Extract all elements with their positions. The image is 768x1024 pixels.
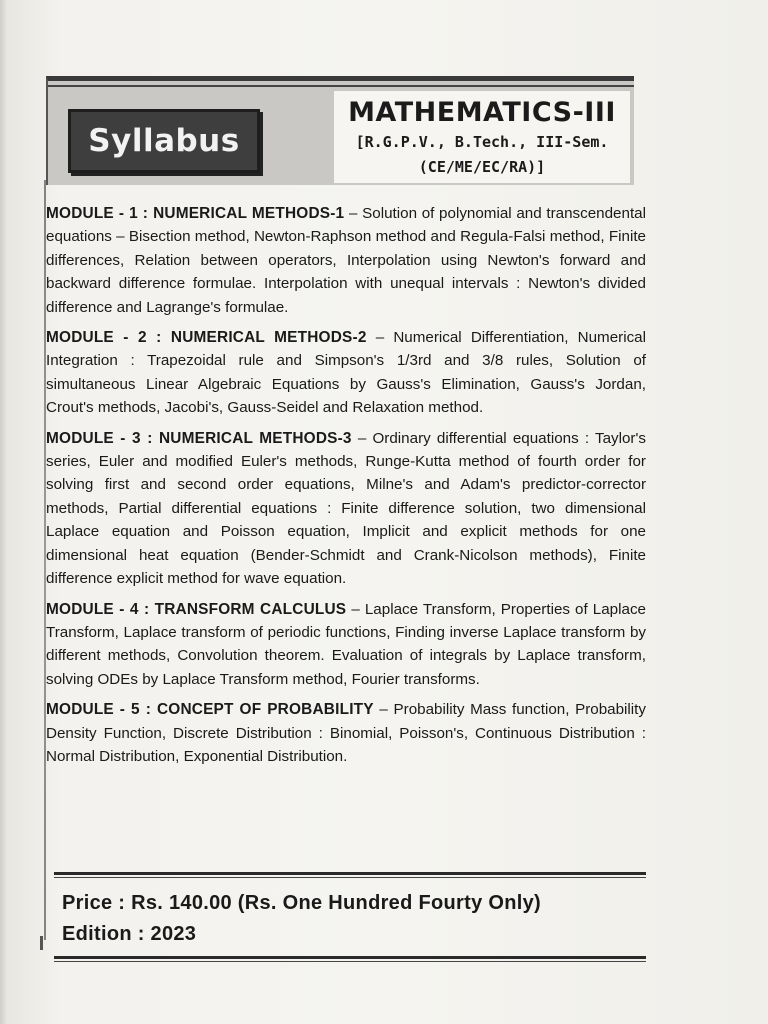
module-heading: MODULE - 1 : NUMERICAL METHODS-1 xyxy=(46,205,345,222)
syllabus-content xyxy=(46,202,646,775)
footer-bottom-rule xyxy=(54,956,646,959)
syllabus-badge-label: Syllabus xyxy=(88,123,240,159)
print-speck xyxy=(40,936,43,950)
module-2 xyxy=(46,326,646,420)
module-heading: MODULE - 5 : CONCEPT OF PROBABILITY xyxy=(46,701,374,719)
module-text: – Probability Mass function, Probability Density Function, Discrete Distribution : Binomial, Poisson's, Continuous Distribution : Normal Distribution, Exponential Distribution. xyxy=(46,701,646,765)
module-5 xyxy=(46,698,646,768)
module-text: – Laplace Transform, Properties of Laplace Transform, Laplace transform of periodic functions, Finding inverse Laplace transform by different methods, Convolution theorem. Evaluation of integrals by Laplace transform, solving ODEs by Laplace Transform method, Fourier transforms. xyxy=(46,600,646,688)
page-binding-edge xyxy=(0,0,8,1024)
header-band xyxy=(46,76,634,185)
price-line: Price : Rs. 140.00 (Rs. One Hundred Fourty Only) xyxy=(62,892,541,914)
module-heading: MODULE - 2 : NUMERICAL METHODS-2 xyxy=(46,329,367,347)
course-info-line1: [R.G.P.V., B.Tech., III-Sem. xyxy=(355,133,609,151)
module-1 xyxy=(46,202,646,319)
price-footer xyxy=(54,872,646,962)
module-4 xyxy=(46,598,646,692)
subject-title: MATHEMATICS-III xyxy=(348,97,616,128)
module-3 xyxy=(46,427,646,591)
footer-top-rule-thin xyxy=(54,877,646,878)
course-info-line2: (CE/ME/EC/RA)] xyxy=(418,158,546,176)
title-panel xyxy=(334,91,630,183)
module-text: – Solution of polynomial and transcendental equations – Bisection method, Newton-Raphson method and Regula-Falsi method, Finite differences, Relation between operators, Interpolation using Newton's forward and backward difference formulae. Interpolation with unequal intervals : Newton's divided difference and Lagrange's formulae. xyxy=(46,205,646,316)
footer-top-rule xyxy=(54,872,646,875)
edition-line: Edition : 2023 xyxy=(62,923,197,945)
module-heading: MODULE - 3 : NUMERICAL METHODS-3 xyxy=(46,429,352,447)
module-heading: MODULE - 4 : TRANSFORM CALCULUS xyxy=(46,600,347,618)
syllabus-badge xyxy=(68,109,260,173)
module-text: – Numerical Differentiation, Numerical Integration : Trapezoidal rule and Simpson's 1/3rd and 3/8 rules, Solution of simultaneous Linear Algebraic Equations by Gauss's Elimination, Gauss's Jordan, Crout's methods, Jacobi's, Gauss-Seidel and Relaxation method. xyxy=(46,329,646,417)
header-rule xyxy=(48,85,634,87)
module-text: – Ordinary differential equations : Taylor's series, Euler and modified Euler's methods, Runge-Kutta method of fourth order for solving first and second order equations, Milne's and Adam's predictor-corrector methods, Partial differential equations : Finite difference solution, two dimensional Laplace equation and Poisson equation, Implicit and explicit methods for one dimensional heat equation (Bender-Schmidt and Crank-Nicolson methods), Finite difference explicit method for wave equation. xyxy=(46,429,646,588)
footer-bottom-rule-thin xyxy=(54,961,646,962)
footer-bottom-rules xyxy=(54,956,646,962)
